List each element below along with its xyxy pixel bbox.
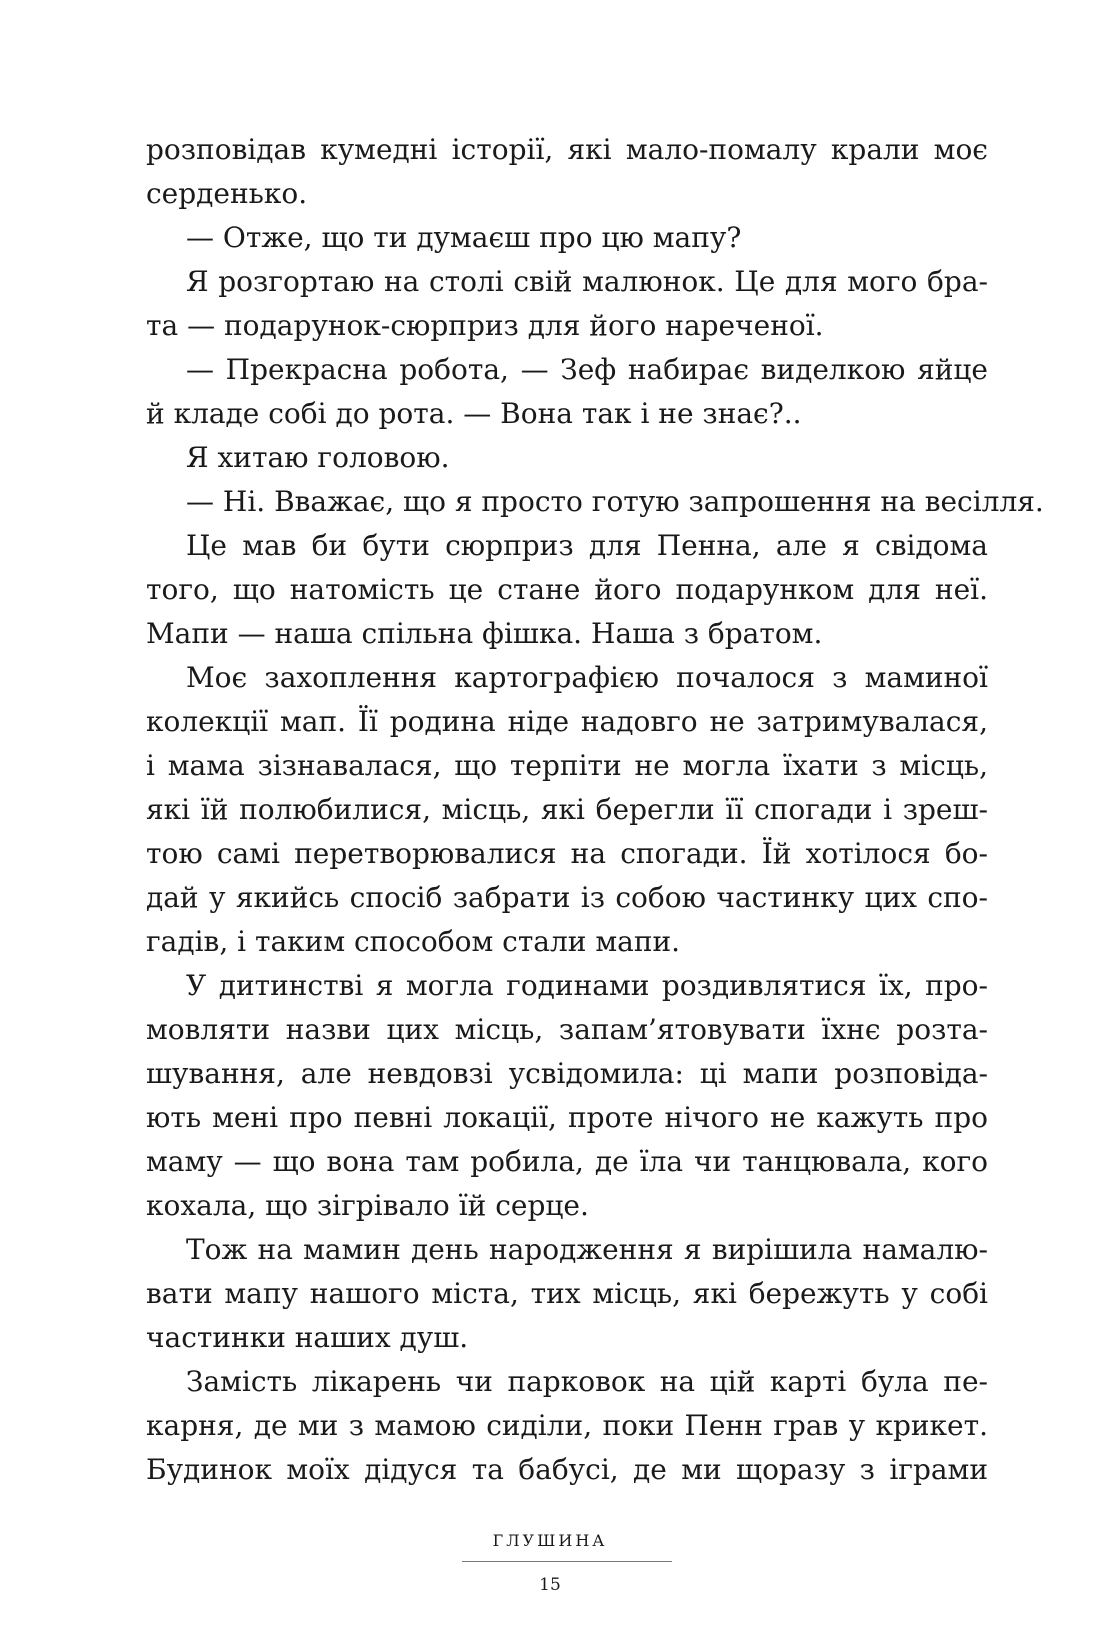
text-line: маму — що вона там робила, де їла чи танцювала, кого [146, 1145, 988, 1178]
text-line: частинки наших душ. [146, 1321, 469, 1354]
text-line: розповідав кумедні історії, які мало-помалу крали моє [146, 133, 988, 166]
text-line: Мапи — наша спільна фішка. Наша з братом. [146, 617, 823, 650]
text-line: — Прекрасна робота, — Зеф набирає виделкою яйце [186, 353, 988, 386]
text-line: гадів, і таким способом стали мапи. [146, 925, 681, 958]
text-line: — Отже, що ти думаєш про цю мапу? [186, 221, 742, 254]
text-line: карня, де ми з мамою сиділи, поки Пенн грав у крикет. [146, 1409, 988, 1442]
text-line: колекції мап. Її родина ніде надовго не затримувалася, [146, 705, 988, 738]
text-line: мовляти назви цих місць, запам’ятовувати їхнє розта- [146, 1013, 988, 1046]
running-title: ГЛУШИНА [492, 1531, 608, 1550]
text-line: шування, але невдовзі усвідомила: ці мапи розповіда- [146, 1057, 988, 1090]
text-line: Я розгортаю на столі свій малюнок. Це для мого бра- [186, 265, 988, 298]
text-line: Тож на мамин день народження я вирішила намалю- [186, 1233, 988, 1266]
text-line: які їй полюбилися, місць, які берегли її спогади і зреш- [146, 793, 988, 826]
text-line: Замість лікарень чи парковок на цій карті була пе- [186, 1365, 988, 1398]
text-line: і мама зізнавалася, що терпіти не могла їхати з місць, [146, 749, 988, 782]
text-line: серденько. [146, 177, 308, 210]
text-line: — Ні. Вважає, що я просто готую запрошення на весілля. [186, 485, 1044, 518]
footer-divider [462, 1561, 672, 1562]
text-line: вати мапу нашого міста, тих місць, які бережуть у собі [146, 1277, 988, 1310]
page-number: 15 [539, 1575, 561, 1595]
text-line: ють мені про певні локації, проте нічого не кажуть про [146, 1101, 988, 1134]
text-line: дай у якийсь спосіб забрати із собою частинку цих спо- [146, 881, 988, 914]
text-line: У дитинстві я могла годинами роздивлятися їх, про- [186, 969, 988, 1002]
text-line: Це мав би бути сюрприз для Пенна, але я свідома [186, 529, 988, 562]
text-line: тою самі перетворювалися на спогади. Їй хотілося бо- [146, 837, 988, 870]
text-line: кохала, що зігрівало їй серце. [146, 1189, 589, 1222]
text-line: й кладе собі до рота. — Вона так і не знає?.. [146, 397, 802, 430]
text-line: Будинок моїх дідуся та бабусі, де ми щоразу з іграми [146, 1453, 988, 1486]
body-text [146, 128, 1044, 1492]
text-line: того, що натомість це стане його подарунком для неї. [146, 573, 988, 606]
text-line: Моє захоплення картографією почалося з маминої [186, 661, 988, 694]
text-line: та — подарунок-сюрприз для його нареченої. [146, 309, 824, 342]
text-line: Я хитаю головою. [186, 441, 450, 474]
